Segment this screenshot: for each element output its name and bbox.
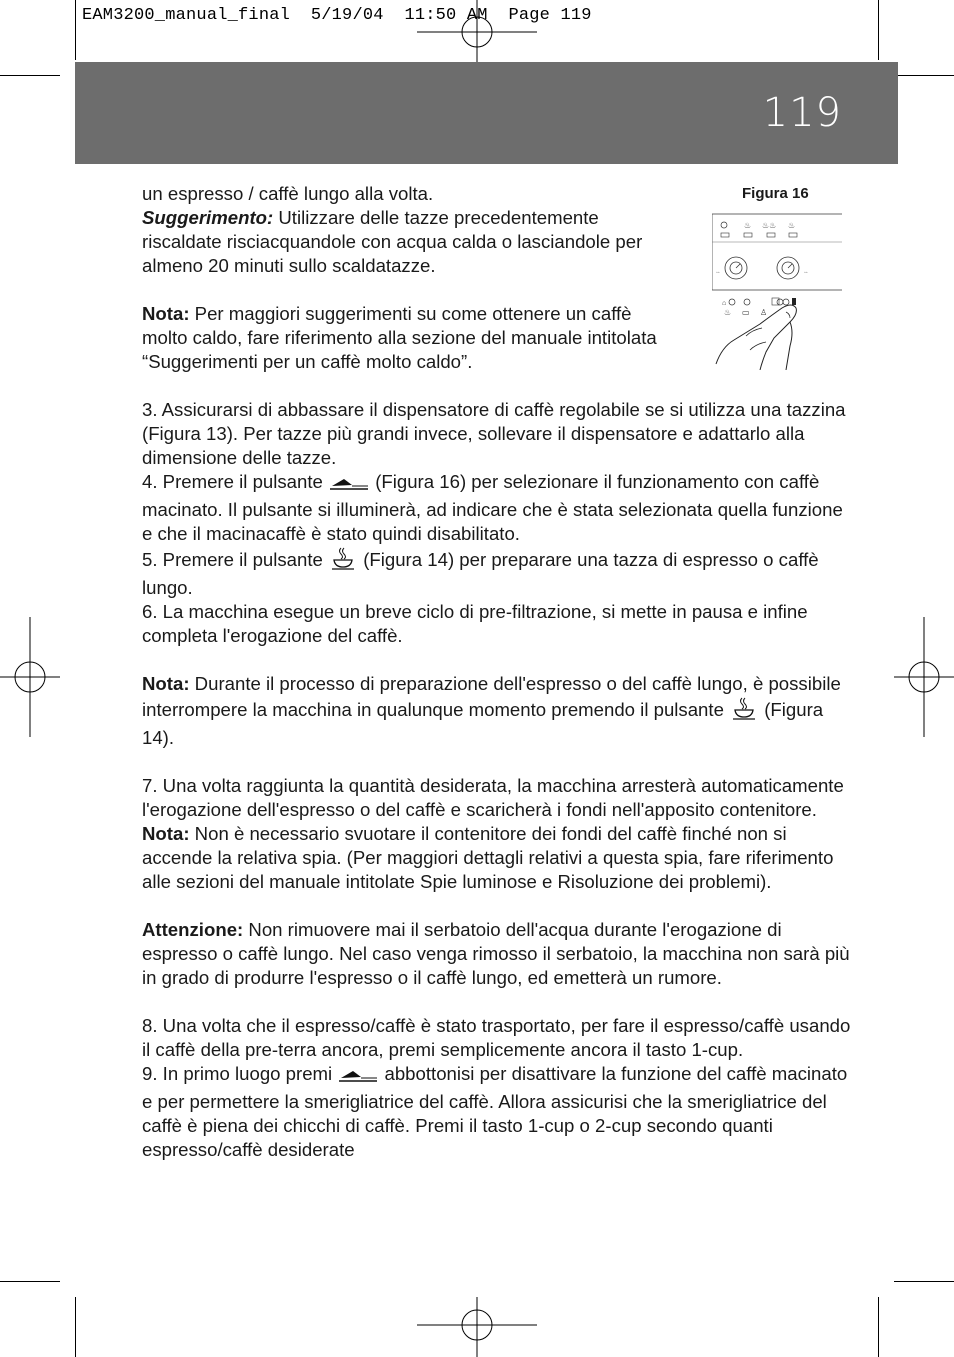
- crop-mark: [0, 1281, 60, 1282]
- steaming-cup-icon: [328, 546, 358, 576]
- step-7-text: 7. Una volta raggiunta la quantità desiderata, la macchina arresterà automaticamente l'erogazione dell'espresso o del caffè e scaricherà i fondi nell'apposito contenitore.: [142, 775, 844, 820]
- crop-mark: [75, 0, 76, 60]
- crop-mark: [75, 1297, 76, 1357]
- steaming-cup-icon: [729, 696, 759, 726]
- registration-mark-icon: [894, 617, 954, 737]
- svg-text:♙: ♙: [760, 308, 768, 317]
- step-9-text: 9. In primo luogo premi: [142, 1063, 338, 1084]
- tip-text: Utilizzare delle tazze precedentemente riscaldate risciacquandole con acqua calda o lasciandole per almeno 20 minuti sullo scaldatazze.: [142, 207, 643, 276]
- warning-text: Non rimuovere mai il serbatoio dell'acqua durante l'erogazione di espresso o caffè lungo. Nel caso venga rimosso il serbatoio, la macchina non sarà più in grado di produrre l'espresso o il caffè lungo, ed emetterà un rumore.: [142, 919, 850, 988]
- note-text: Per maggiori suggerimenti su come ottenere un caffè molto caldo, fare riferimento alla sezione del manuale intitolata “Suggerimenti per un caffè molto caldo”.: [142, 303, 657, 372]
- svg-text:▭: ▭: [742, 308, 750, 317]
- registration-mark-icon: [417, 1297, 537, 1357]
- svg-text:♨♨: ♨♨: [762, 221, 777, 230]
- paragraph-tip: [142, 182, 672, 278]
- note-paragraph: [142, 672, 857, 750]
- step-9-text: abbottonisi per disattivare la funzione del caffè macinato e per permettere la smerigliatrice del caffè. Allora assicurisi che la smerigliatrice del caffè è piena dei chicchi di caffè. Premi il tasto 1-cup o 2-cup secondo quanti espresso/caffè desiderate: [142, 1063, 848, 1160]
- svg-text:♨: ♨: [724, 308, 732, 317]
- crop-mark: [894, 75, 954, 76]
- note-label: Nota:: [142, 823, 190, 844]
- tip-label: Suggerimento:: [142, 207, 274, 228]
- svg-text:◦◦: ◦◦: [716, 270, 720, 276]
- note-text: (Figura 14).: [142, 699, 824, 748]
- note-paragraph: [142, 302, 672, 374]
- page-number: 119: [762, 90, 842, 136]
- svg-text:◦◦: ◦◦: [804, 270, 808, 276]
- note-label: Nota:: [142, 303, 190, 324]
- print-slug: EAM3200_manual_final 5/19/04 11:50 AM Page 119: [82, 6, 592, 25]
- step-6: 6. La macchina esegue un breve ciclo di pre-filtrazione, si mette in pausa e infine completa l'erogazione del caffè.: [142, 601, 808, 646]
- body-text: [142, 182, 857, 1162]
- step-8: 8. Una volta che il espresso/caffè è stato trasportato, per fare il espresso/caffè usando il caffè della pre-terra ancora, premi semplicemente ancora il tasto 1-cup.: [142, 1015, 851, 1060]
- step-5-text: (Figura 14) per preparare una tazza di espresso o caffè lungo.: [142, 549, 819, 598]
- step-4-text: (Figura 16) per selezionare il funzionamento con caffè macinato. Il pulsante si illuminerà, ad indicare che è stata selezionata quella funzione e che il macinacaffè è stato quindi disabilitato.: [142, 471, 843, 544]
- registration-mark-icon: [417, 0, 537, 62]
- warning-paragraph: [142, 918, 857, 990]
- svg-text:♨: ♨: [744, 221, 752, 230]
- step-3: 3. Assicurarsi di abbassare il dispensatore di caffè regolabile se si utilizza una tazzina (Figura 13). Per tazze più grandi invece, sollevare il dispensatore e adattarlo alla dimensione delle tazze.: [142, 399, 846, 468]
- step-7: [142, 774, 857, 894]
- note-label: Nota:: [142, 673, 190, 694]
- crop-mark: [878, 0, 879, 60]
- crop-mark: [0, 75, 60, 76]
- tip-paragraph: [142, 206, 672, 278]
- step-5-text: 5. Premere il pulsante: [142, 549, 329, 570]
- step-4: [142, 470, 857, 546]
- figure-caption: Figura 16: [742, 185, 809, 202]
- step-9: [142, 1062, 857, 1162]
- warning-label: Attenzione:: [142, 919, 244, 940]
- step-7-text: Non è necessario svuotare il contenitore dei fondi del caffè finché non si accende la relativa spia. (Per maggiori dettagli relativi a questa spia, fare riferimento alle sezioni del manuale intitolate Spie luminose e Risoluzione dei problemi).: [142, 823, 834, 892]
- crop-mark: [878, 1297, 879, 1357]
- note-text: Durante il processo di preparazione dell'espresso o del caffè lungo, è possibile interrompere la macchina in qualunque momento premendo il pulsante: [142, 673, 841, 720]
- ground-coffee-scoop-icon: [328, 474, 370, 498]
- svg-text:♨: ♨: [788, 221, 796, 230]
- registration-mark-icon: [0, 617, 60, 737]
- header-band: [75, 62, 898, 164]
- step-5: [142, 546, 857, 600]
- svg-text:⌂: ⌂: [722, 300, 727, 307]
- ground-coffee-scoop-icon: [337, 1066, 379, 1090]
- text-line: un espresso / caffè lungo alla volta.: [142, 183, 434, 204]
- step-4-text: 4. Premere il pulsante: [142, 471, 329, 492]
- crop-mark: [894, 1281, 954, 1282]
